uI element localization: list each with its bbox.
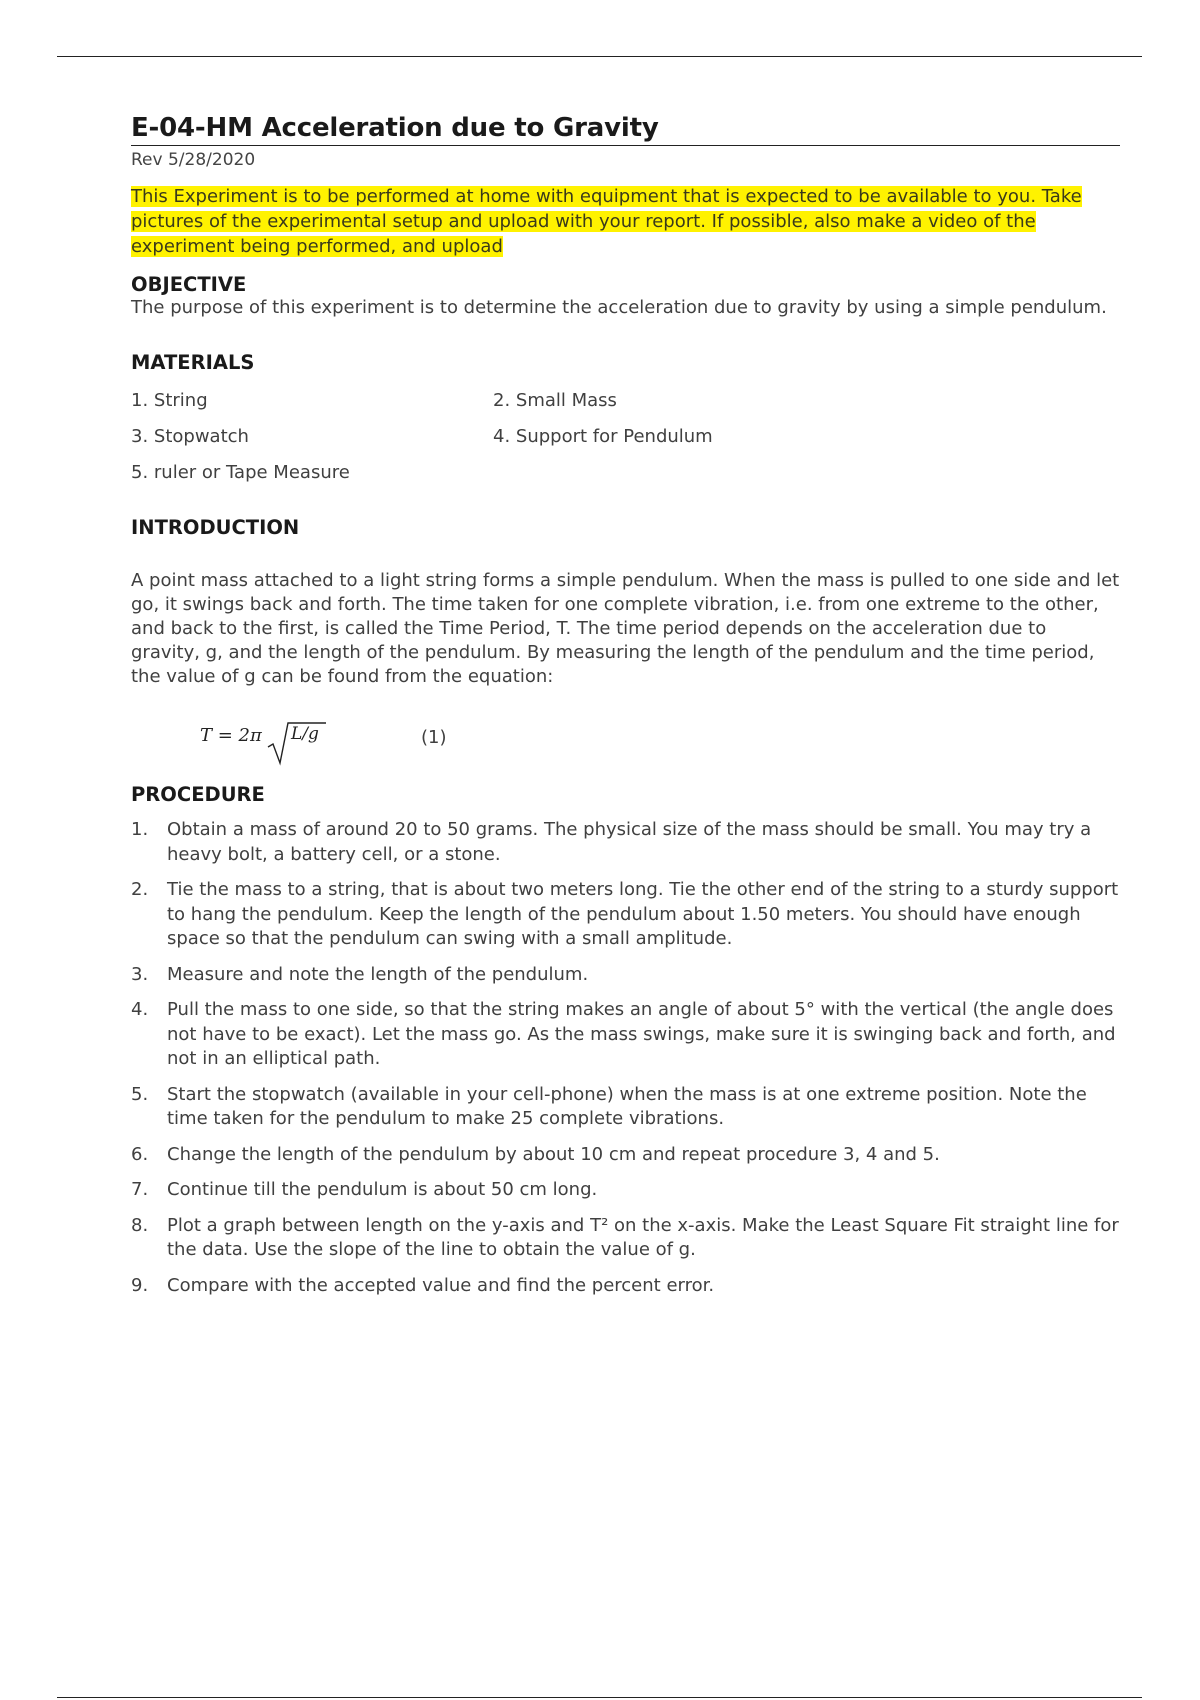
- introduction-text: A point mass attached to a light string forms a simple pendulum. When the mass is pulled to one side and let go, it swings back and forth. The time taken for one complete vibration, i.e. from one extreme to the other, and back to the first, is called the Time Period, T. The time period depends on the acceleration due to gravity, g, and the length of the pendulum. By measuring the length of the pendulum and the time period, the value of g can be found from the equation:: [131, 570, 1120, 687]
- equation-number: (1): [421, 727, 447, 748]
- procedure-step: [131, 1143, 1120, 1168]
- page-top-rule: [57, 56, 1142, 57]
- step-number: 9.: [131, 1274, 149, 1296]
- step-text: Start the stopwatch (available in your cell-phone) when the mass is at one extreme position. Note the time taken for the pendulum to make 25 complete vibrations.: [167, 1083, 1087, 1129]
- procedure-step: [131, 1274, 1120, 1299]
- step-number: 6.: [131, 1143, 149, 1165]
- objective-text: The purpose of this experiment is to determine the acceleration due to gravity by using a simple pendulum.: [131, 297, 1107, 318]
- procedure-heading: PROCEDURE: [131, 783, 265, 806]
- materials-list: [131, 389, 1120, 485]
- step-text: Obtain a mass of around 20 to 50 grams. The physical size of the mass should be small. You may try a heavy bolt, a battery cell, or a stone.: [167, 819, 1092, 865]
- procedure-step: [131, 878, 1120, 952]
- equation-radicand: L/g: [291, 724, 319, 744]
- material-item: 1. String: [131, 390, 208, 411]
- step-text: Pull the mass to one side, so that the string makes an angle of about 5° with the vertical (the angle does not have to be exact). Let the mass go. As the mass swings, make sure it is swinging back and forth, and not in an elliptical path.: [167, 999, 1116, 1069]
- step-number: 3.: [131, 963, 149, 985]
- material-item: 4. Support for Pendulum: [493, 426, 713, 447]
- home-experiment-notice: [131, 184, 1120, 259]
- procedure-step: [131, 1083, 1120, 1132]
- step-text: Compare with the accepted value and find the percent error.: [167, 1274, 715, 1296]
- step-number: 5.: [131, 1083, 149, 1105]
- objective-heading: OBJECTIVE: [131, 273, 247, 296]
- step-text: Plot a graph between length on the y-axis and T² on the x-axis. Make the Least Square Fit straight line for the data. Use the slope of the line to obtain the value of g.: [167, 1214, 1119, 1260]
- step-number: 4.: [131, 999, 149, 1020]
- equation-lhs: T = 2π: [200, 725, 262, 746]
- material-item: 5. ruler or Tape Measure: [131, 462, 350, 483]
- material-item: 2. Small Mass: [493, 390, 617, 411]
- material-item: 3. Stopwatch: [131, 426, 249, 447]
- step-number: 7.: [131, 1179, 149, 1200]
- document-body: [131, 113, 1120, 1309]
- step-text: Continue till the pendulum is about 50 cm long.: [167, 1179, 598, 1200]
- step-number: 1.: [131, 819, 149, 840]
- pendulum-equation: [131, 719, 1120, 769]
- introduction-heading: INTRODUCTION: [131, 516, 300, 539]
- procedure-step: [131, 998, 1120, 1072]
- revision-date: Rev 5/28/2020: [131, 150, 256, 170]
- procedure-step: [131, 1214, 1120, 1263]
- procedure-steps: [131, 818, 1120, 1298]
- notice-highlight: This Experiment is to be performed at home with equipment that is expected to be available to you. Take pictures of the experimental setup and upload with your report. If possible, also make a video of the experiment being performed, and upload: [131, 186, 1082, 257]
- step-number: 8.: [131, 1214, 149, 1236]
- procedure-step: [131, 818, 1120, 867]
- procedure-step: [131, 1178, 1120, 1203]
- page-bottom-rule: [57, 1697, 1142, 1698]
- document-title: E-04-HM Acceleration due to Gravity: [131, 113, 1120, 146]
- step-text: Measure and note the length of the pendulum.: [167, 963, 589, 985]
- procedure-step: [131, 963, 1120, 988]
- step-text: Tie the mass to a string, that is about two meters long. Tie the other end of the string to a sturdy support to hang the pendulum. Keep the length of the pendulum about 1.50 meters. You should have enough space so that the pendulum can swing with a small amplitude.: [167, 879, 1119, 949]
- materials-heading: MATERIALS: [131, 351, 255, 374]
- step-number: 2.: [131, 879, 149, 900]
- step-text: Change the length of the pendulum by about 10 cm and repeat procedure 3, 4 and 5.: [167, 1143, 940, 1165]
